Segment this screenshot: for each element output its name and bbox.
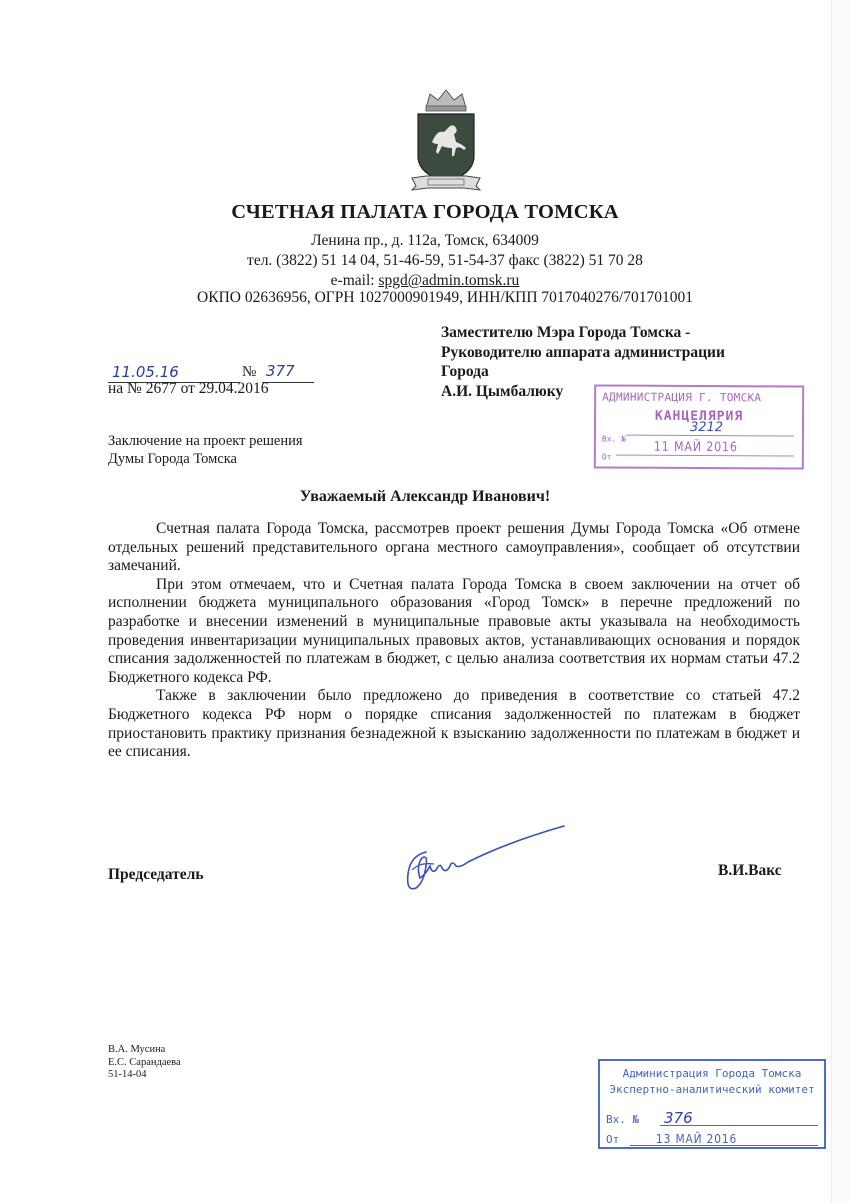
executor-1: В.А. Мусина (108, 1044, 166, 1055)
stamp-subtitle: КАНЦЕЛЯРИЯ (654, 408, 744, 425)
executor-2: Е.С. Сарандаева (108, 1056, 181, 1068)
outgoing-number: 377 (266, 362, 295, 380)
executor-phone: 51-14-04 (108, 1069, 147, 1080)
stamp-date-label: От (601, 452, 612, 462)
body-paragraph: Счетная палата Города Томска, рассмотрев проект решения Думы Города Томска «Об отмене отдельных решений представительного органа местного самоуправления», сообщает об отсутствии замечаний. (108, 520, 800, 575)
outgoing-date: 11.05.16 (112, 363, 179, 381)
number-sign: № (242, 364, 257, 380)
stamp2-date-label: От (606, 1133, 620, 1146)
signer-name: В.И.Вакс (718, 862, 782, 879)
stamp-title: АДМИНИСТРАЦИЯ Г. ТОМСКА (602, 390, 762, 405)
tomsk-coat-of-arms-icon (404, 86, 488, 196)
addressee-line-3: Города (441, 363, 489, 380)
addressee-line-2: Руководителю аппарата администрации (441, 343, 725, 361)
email-link[interactable]: spgd@admin.tomsk.ru (378, 272, 520, 289)
stamp2-in-number: 376 (664, 1109, 693, 1127)
addressee-line-1: Заместителю Мэра Города Томска - (441, 324, 691, 341)
stamp2-date: 13 МАЙ 2016 (656, 1131, 738, 1146)
subject-line-2: Думы Города Томска (108, 451, 237, 467)
stamp2-in-label: Вх. № (606, 1113, 640, 1126)
organization-name: СЧЕТНАЯ ПАЛАТА ГОРОДА ТОМСКА (231, 201, 619, 223)
organization-phones: тел. (3822) 51 14 04, 51-46-59, 51-54-37 факс (3822) 51 70 28 (247, 252, 643, 269)
letter-subject (108, 432, 303, 468)
body-paragraph: При этом отмечаем, что и Счетная палата Города Томска в своем заключении на отчет об исполнении бюджета муниципального образования «Город Томск» в перечне предложений по разработке и внесении изменений в муниципальные правовые акты указывала на необходимость проведения инвентаризации муниципальных правовых актов, устанавливающих основания и порядок списания задолженностей по платежам в бюджет, с целью анализа соответствия их нормам статьи 47.2 Бюджетного кодекса РФ. (108, 575, 800, 686)
greeting: Уважаемый Александр Иванович! (299, 488, 551, 505)
organization-address: Ленина пр., д. 112а, Томск, 634009 (311, 232, 539, 249)
body-paragraph: Также в заключении было предложено до приведения в соответствие со статьей 47.2 Бюджетного кодекса РФ норм о порядке списания задолженностей по платежам в бюджет приостановить практику признания безнадежной к взысканию задолженности по платежам в бюджет и ее списания. (108, 687, 800, 761)
stamp2-line-2: Экспертно-аналитический комитет (609, 1083, 815, 1096)
organization-email-line (0, 272, 850, 290)
subject-line-1: Заключение на проект решения (108, 433, 303, 449)
letter-body (108, 520, 800, 762)
stamp-date: 11 МАЙ 2016 (653, 439, 738, 456)
chancellery-stamp (594, 384, 804, 469)
stamp-in-number: 3212 (689, 419, 724, 436)
reference-line: на № 2677 от 29.04.2016 (108, 380, 269, 397)
signer-role: Председатель (108, 866, 204, 883)
executors-block (108, 1044, 181, 1082)
stamp2-line-1: Администрация Города Томска (622, 1067, 802, 1080)
email-label: e-mail: (330, 272, 379, 289)
addressee-line-4: А.И. Цымбалюку (441, 382, 564, 400)
organization-identifiers: ОКПО 02636956, ОГРН 1027000901949, ИНН/КПП 7017040276/701701001 (197, 289, 693, 306)
committee-stamp (598, 1059, 826, 1149)
scan-page-edge (831, 0, 850, 1203)
handwritten-signature-icon (398, 822, 578, 897)
stamp-in-label: Вх. № (601, 434, 627, 444)
